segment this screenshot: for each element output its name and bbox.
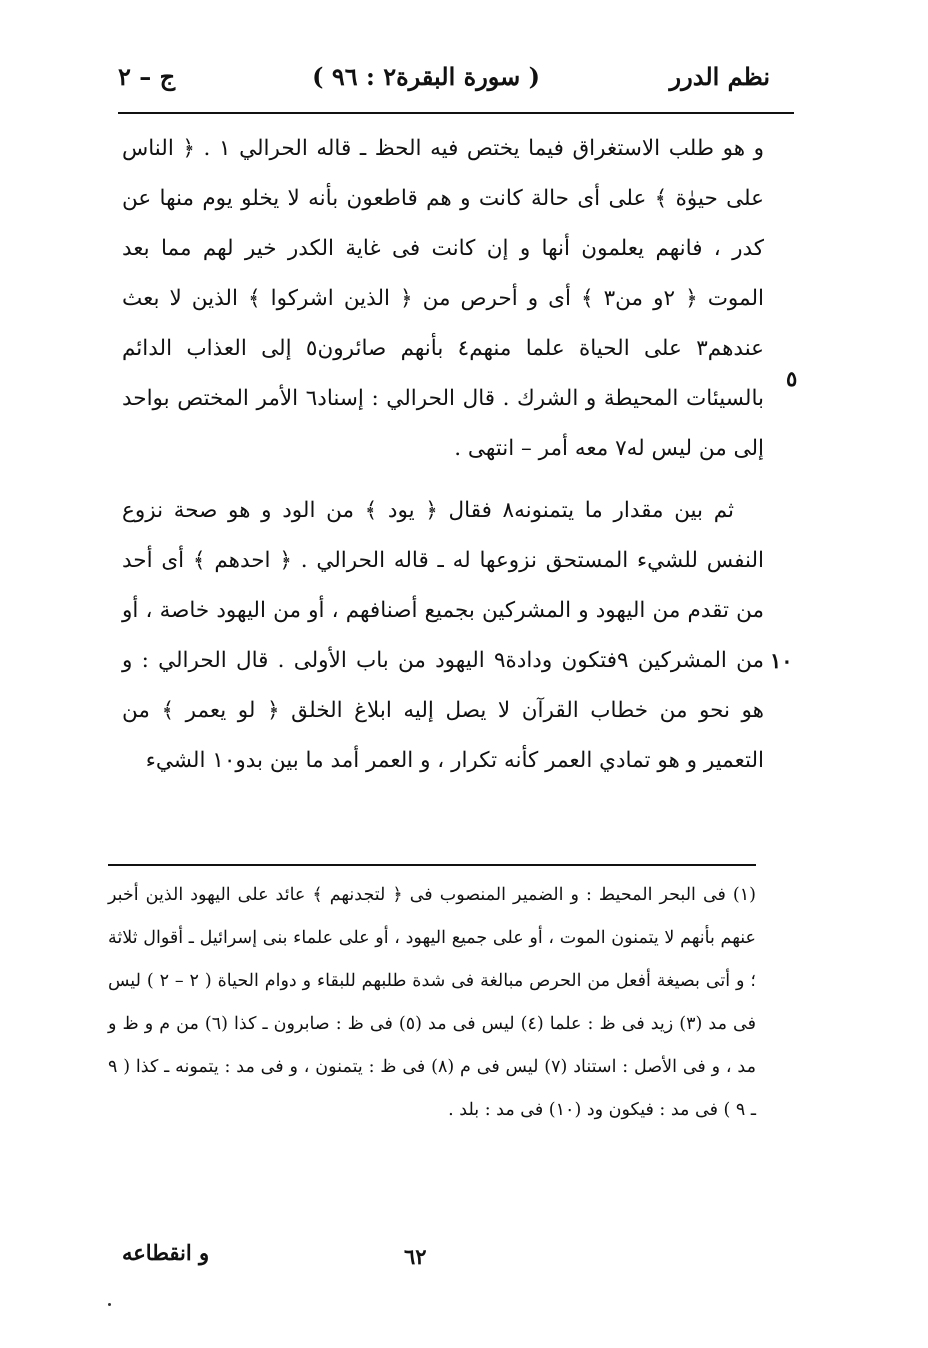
running-header <box>118 62 770 102</box>
line-number-10: ١٠ <box>770 648 793 673</box>
main-text <box>122 124 764 786</box>
paragraph-2: ثم بين مقدار ما يتمنونه٨ فقال ﴿ يود ﴾ من الود و هو صحة نزوع النفس للشيء المستحق نزوعها له ـ قاله الحرالي . ﴿ احدهم ﴾ أى أحد من تقدم من اليهود و المشركين بجميع أصنافهم ، أو من اليهود خاصة ، أو من المشركين ٩فتكون ودادة٩ اليهود من باب الأولى . قال الحرالي : و هو نحو من خطاب القرآن لا يصل إليه ابلاغ الخلق ﴿ لو يعمر ﴾ من التعمير و هو تمادي العمر كأنه تكرار ، و العمر أمد ما بين بدو١٠ الشيء <box>122 498 764 773</box>
part-number: ج – ٢ <box>118 62 176 91</box>
book-title: نظم الدرر <box>669 62 770 91</box>
surah-reference: ( سورة البقرة٢ : ٩٦ ) <box>312 62 540 91</box>
footnote-1: (١) فى البحر المحيط : و الضمير المنصوب فى ﴿ لتجدنهم ﴾ عائد على اليهود الذين أخبر عنهم بأنهم لا يتمنون الموت ، أو على جميع اليهود ، أو على علماء بنى إسرائيل ـ أقوال ثلاثة ؛ و أتى بصيغة أفعل من الحرص مبالغة فى شدة طلبهم للبقاء و دوام الحياة ( ٢ – ٢ ) ليس فى مد (٣) زيد فى ظ : علما (٤) ليس فى مد (٥) فى ظ : صابرون ـ كذا (٦) من م و ظ و مد ، و فى الأصل : استناد (٧) ليس فى م (٨) فى ظ : يتمنون ، و فى مد : يتمونه ـ كذا ( ٩ ـ ٩ ) فى مد : فيكون ود (١٠) فى مد : بلد . <box>108 885 757 1120</box>
ink-speck <box>108 1303 111 1306</box>
footnote-rule <box>108 864 756 866</box>
paragraph-1: و هو طلب الاستغراق فيما يختص فيه الحظ ـ قاله الحرالي ١ . ﴿ الناس على حيوٰة ﴾ على أى حالة كانت و هم قاطعون بأنه لا يخلو يوم منها عن كدر ، فانهم يعلمون أنها و إن كانت فى غاية الكدر خير لهم مما بعد الموت ﴿ ٢و من٣ ﴾ أى و أحرص من ﴿ الذين اشركوا ﴾ الذين لا بعث عندهم٣ على الحياة علما منهم٤ بأنهم صائرون٥ إلى العذاب الدائم بالسيئات المحيطة و الشرك . قال الحرالي : إسناد٦ الأمر المختص بواحد إلى من ليس له٧ معه أمر – انتهى . <box>122 136 765 461</box>
page-number: ٦٢ <box>404 1244 427 1269</box>
catchword: و انقطاعه <box>122 1240 210 1265</box>
line-number-5: ٥ <box>786 366 798 391</box>
header-rule <box>118 112 794 114</box>
footnotes <box>108 874 756 1132</box>
